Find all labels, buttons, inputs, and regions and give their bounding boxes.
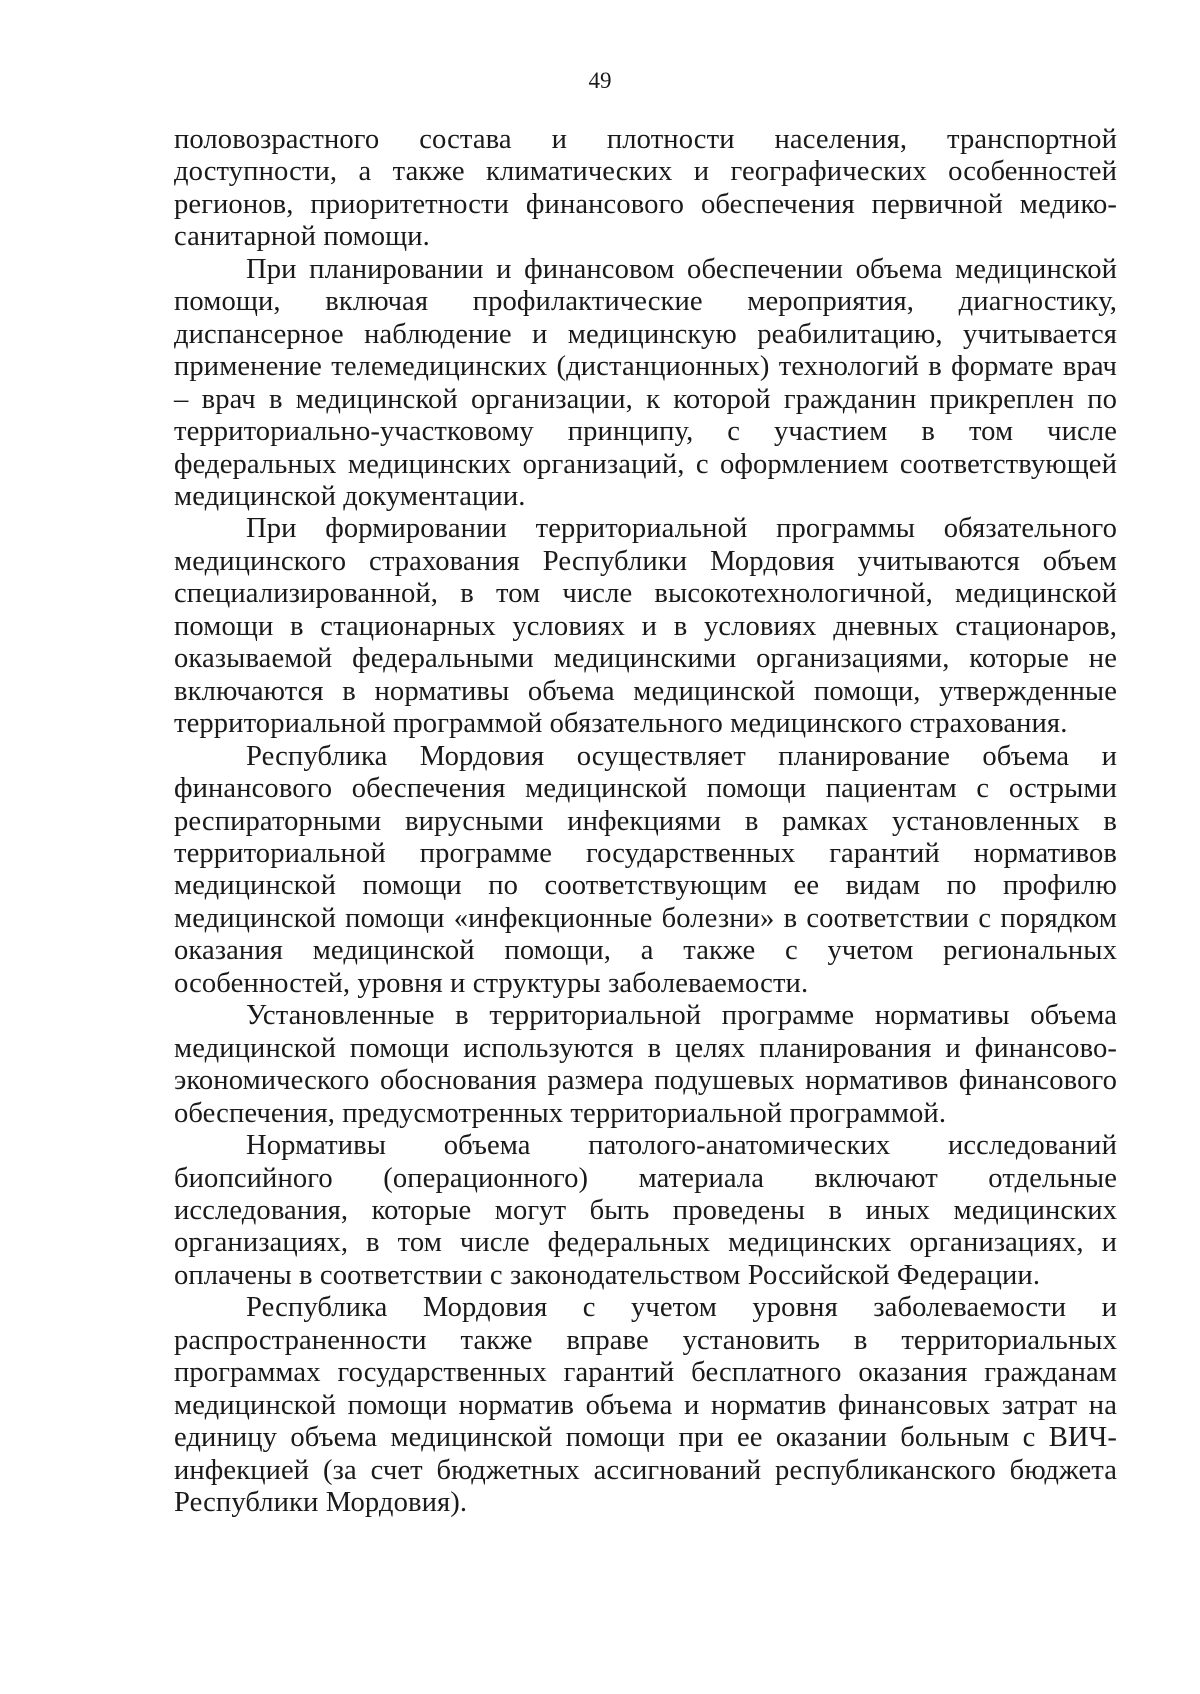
page-number: 49 (588, 68, 612, 93)
paragraph-hiv-norms: Республика Мордовия с учетом уровня заболеваемости и распространенности также вправе установить в территориальных программах государственных гарантий бесплатного оказания гражданам медицинской помощи норматив объема и норматив финансовых затрат на единицу объема медицинской помощи при ее оказании больным с ВИЧ-инфекцией (за счет бюджетных ассигнований республиканского бюджета Республики Мордовия). (174, 1292, 1117, 1519)
paragraph-oms-program: При формировании территориальной программы обязательного медицинского страхования Республики Мордовия учитываются объем специализированной, в том числе высокотехнологичной, медицинской помощи в стационарных условиях и в условиях дневных стационаров, оказываемой федеральными медицинскими организациями, которые не включаются в нормативы объема медицинской помощи, утвержденные территориальной программой обязательного медицинского страхования. (174, 513, 1117, 740)
paragraph-continuation: половозрастного состава и плотности населения, транспортной доступности, а также климатических и географических особенностей регионов, приоритетности финансового обеспечения первичной медико-санитарной помощи. (174, 124, 1117, 253)
paragraph-volume-norms: Установленные в территориальной программе нормативы объема медицинской помощи используются в целях планирования и финансово-экономического обоснования размера подушевых нормативов финансового обеспечения, предусмотренных территориальной программой. (174, 1000, 1117, 1129)
paragraph-orvi-planning: Республика Мордовия осуществляет планирование объема и финансового обеспечения медицинской помощи пациентам с острыми респираторными вирусными инфекциями в рамках установленных в территориальной программе государственных гарантий нормативов медицинской помощи по соответствующим ее видам по профилю медицинской помощи «инфекционные болезни» в соответствии с порядком оказания медицинской помощи, а также с учетом региональных особенностей, уровня и структуры заболеваемости. (174, 740, 1117, 999)
paragraph-telemedicine: При планировании и финансовом обеспечении объема медицинской помощи, включая профилактические мероприятия, диагностику, диспансерное наблюдение и медицинскую реабилитацию, учитывается применение телемедицинских (дистанционных) технологий в формате врач – врач в медицинской организации, к которой гражданин прикреплен по территориально-участковому принципу, с участием в том числе федеральных медицинских организаций, с оформлением соответствующей медицинской документации. (174, 253, 1117, 512)
paragraph-pathology-norms: Нормативы объема патолого-анатомических исследований биопсийного (операционного) материала включают отдельные исследования, которые могут быть проведены в иных медицинских организациях, в том числе федеральных медицинских организациях, и оплачены в соответствии с законодательством Российской Федерации. (174, 1130, 1117, 1291)
document-body (174, 124, 1117, 1519)
